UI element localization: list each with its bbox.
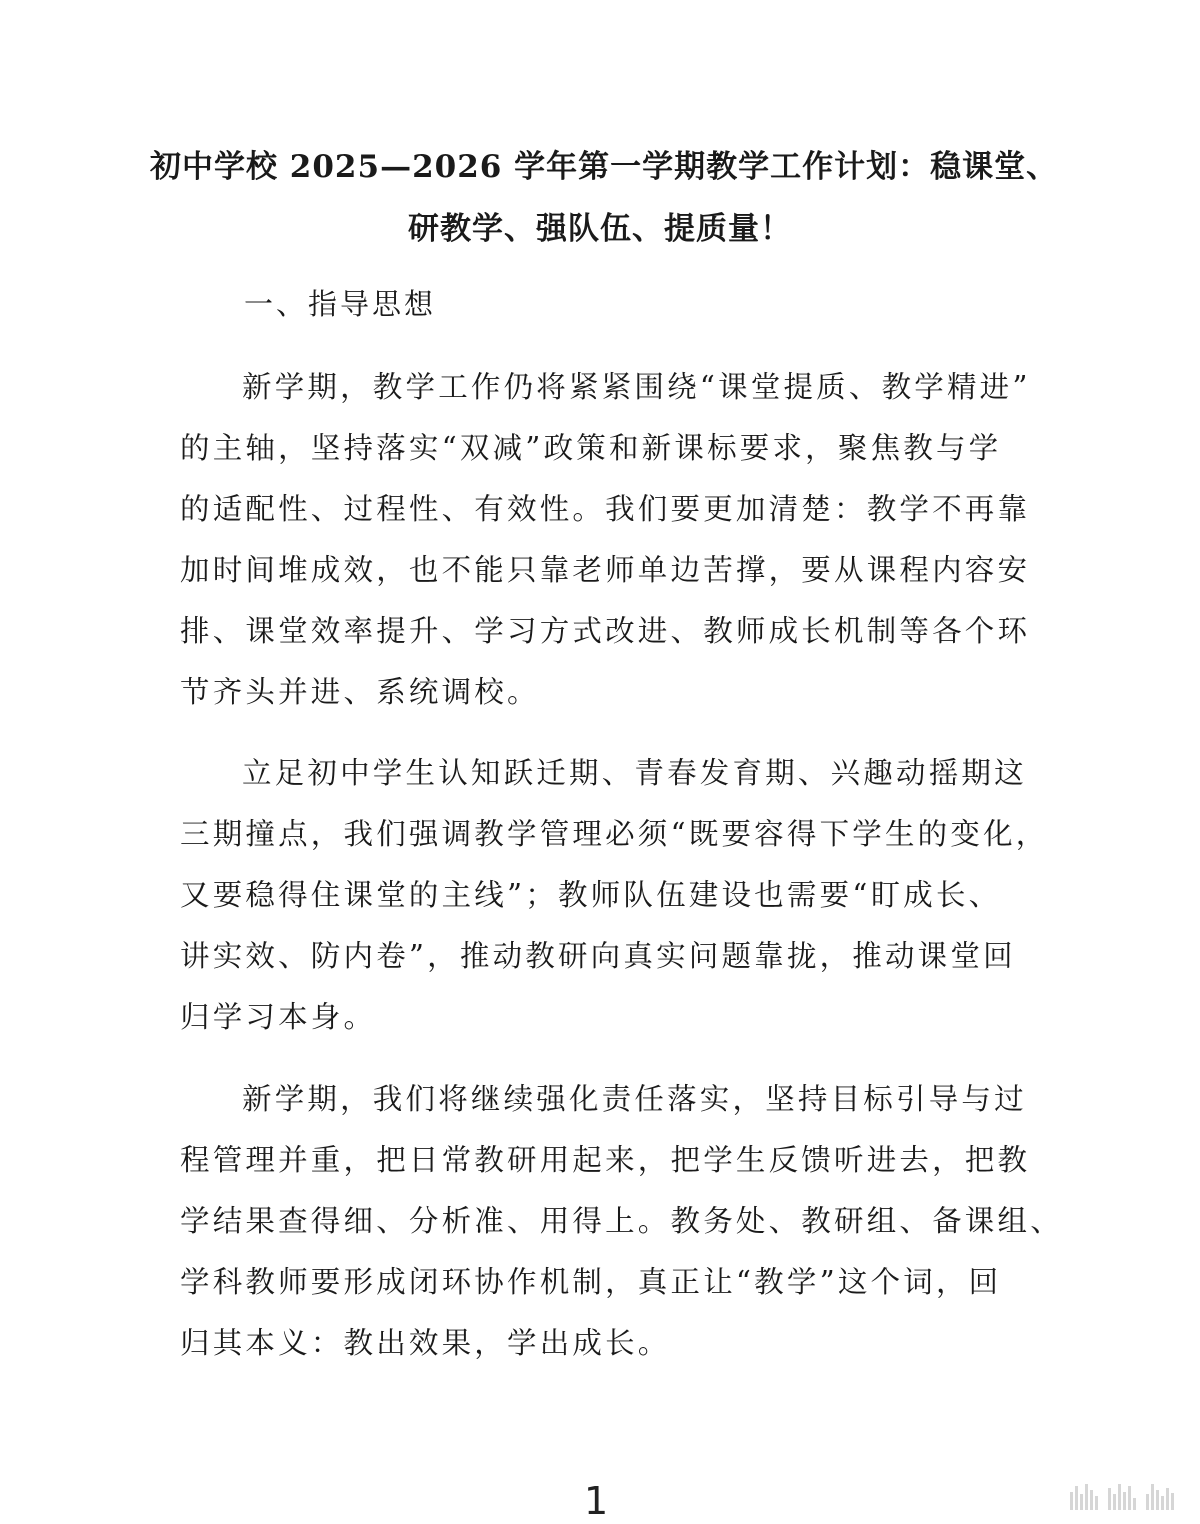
paragraph — [180, 743, 1049, 1048]
bar-chart-icon — [1146, 1484, 1176, 1510]
page-number: 1 — [584, 1479, 609, 1523]
paragraph-line: 排、课堂效率提升、学习方式改进、教师成长机制等各个环 — [180, 614, 1031, 648]
paragraph-line: 立足初中学生认知跃迁期、青春发育期、兴趣动摇期这 — [242, 756, 1027, 790]
watermark — [1070, 1484, 1176, 1510]
paragraph-line: 程管理并重，把日常教研用起来，把学生反馈听进去，把教 — [180, 1143, 1031, 1177]
paragraph-line: 三期撞点，我们强调教学管理必须“既要容得下学生的变化， — [180, 817, 1049, 851]
bar-chart-icon — [1070, 1484, 1100, 1510]
paragraph-line: 学科教师要形成闭环协作机制，真正让“教学”这个词，回 — [180, 1265, 1002, 1299]
paragraph-line: 学结果查得细、分析准、用得上。教务处、教研组、备课组、 — [180, 1204, 1063, 1238]
paragraph-line: 归学习本身。 — [180, 1000, 377, 1034]
paragraph-line: 的适配性、过程性、有效性。我们要更加清楚：教学不再靠 — [180, 492, 1031, 526]
paragraph-line: 新学期，教学工作仍将紧紧围绕“课堂提质、教学精进” — [242, 370, 1031, 404]
paragraph-line: 加时间堆成效，也不能只靠老师单边苦撑，要从课程内容安 — [180, 553, 1031, 587]
paragraph-line: 节齐头并进、系统调校。 — [180, 675, 540, 709]
paragraph-line: 的主轴，坚持落实“双减”政策和新课标要求，聚焦教与学 — [180, 431, 1002, 465]
paragraph-line: 又要稳得住课堂的主线”；教师队伍建设也需要“盯成长、 — [180, 878, 1002, 912]
title-line: 研教学、强队伍、提质量！ — [408, 211, 792, 247]
paragraph-line: 新学期，我们将继续强化责任落实，坚持目标引导与过 — [242, 1082, 1027, 1116]
document-title — [150, 136, 1059, 260]
section-heading: 一、指导思想 — [244, 287, 437, 321]
bar-chart-icon — [1108, 1484, 1138, 1510]
paragraph — [180, 1069, 1063, 1374]
title-line: 初中学校 2025—2026 学年第一学期教学工作计划：稳课堂、 — [150, 149, 1059, 185]
paragraph-line: 归其本义：教出效果，学出成长。 — [180, 1326, 671, 1360]
paragraph-line: 讲实效、防内卷”，推动教研向真实问题靠拢，推动课堂回 — [180, 939, 1016, 973]
paragraph — [180, 357, 1031, 723]
